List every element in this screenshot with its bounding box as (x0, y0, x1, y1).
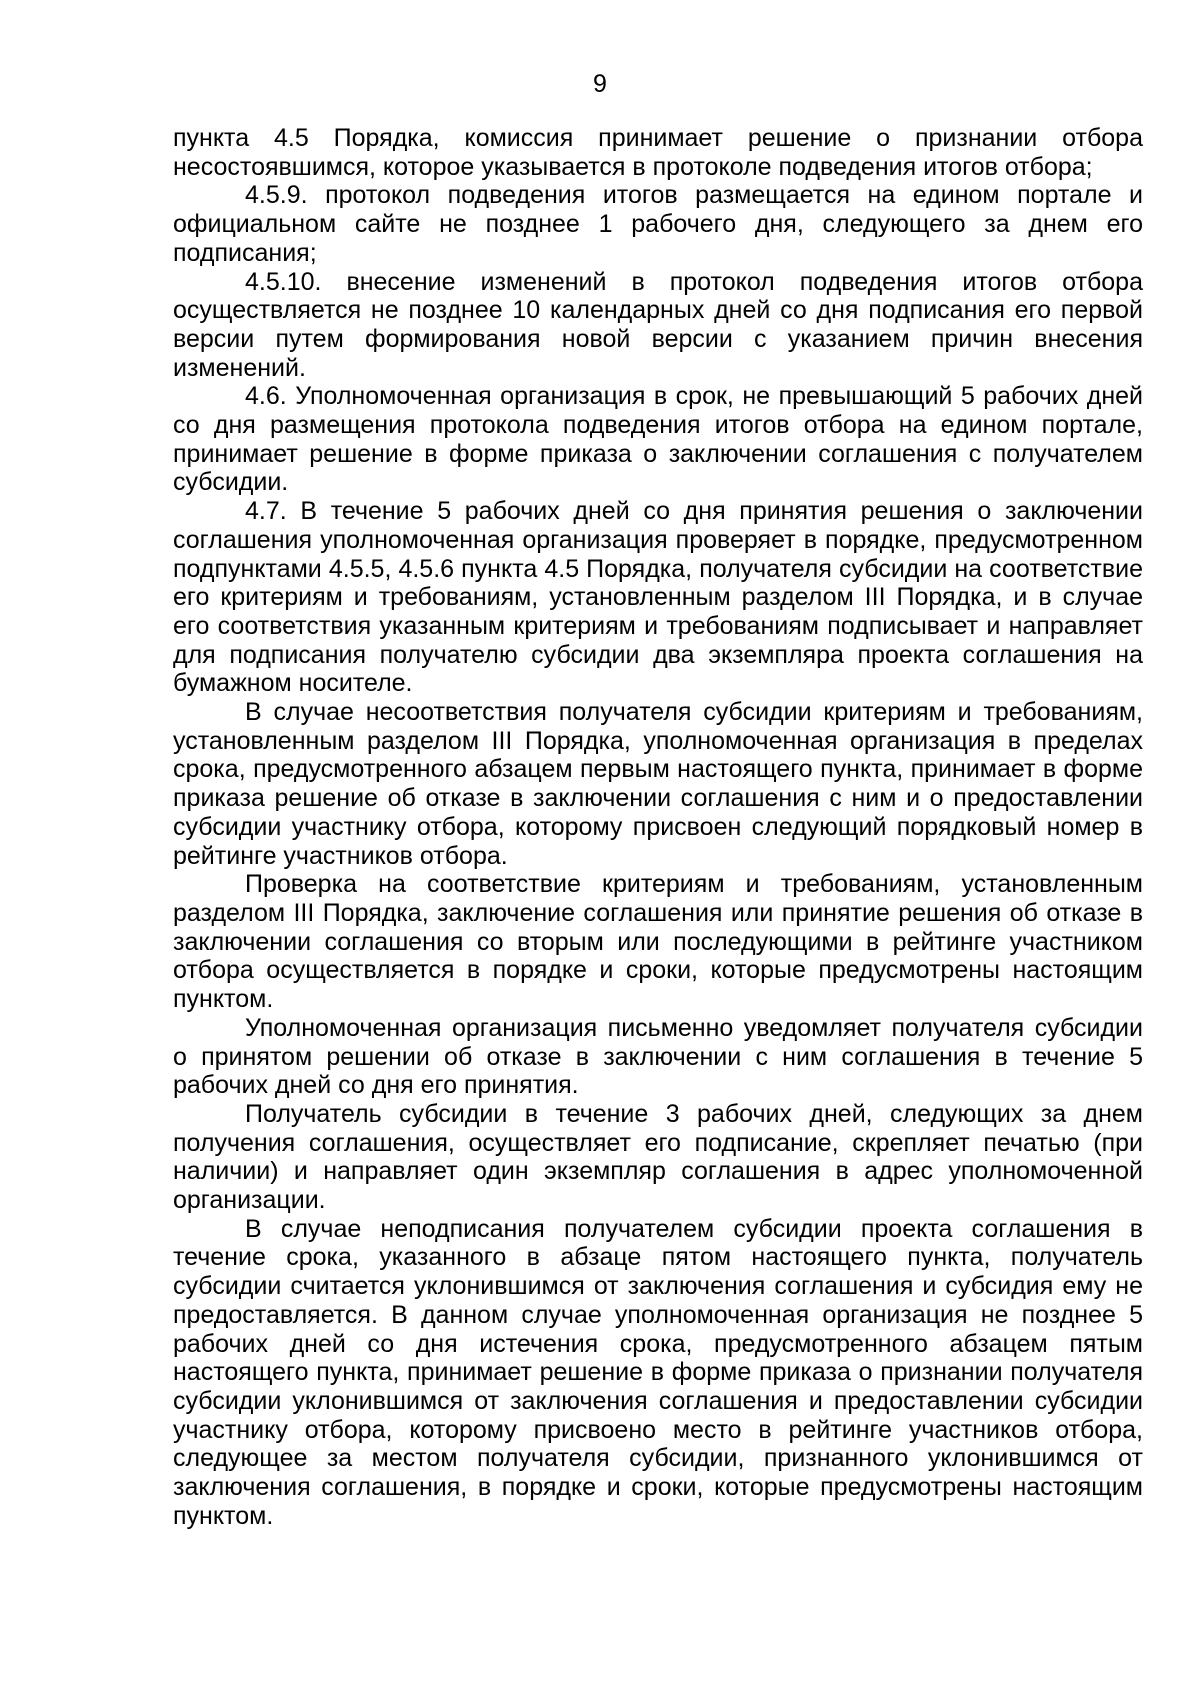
paragraph-4-7-notification: Уполномоченная организация письменно уведомляет получателя субсидии о принятом решении об отказе в заключении с ним соглашения в течение 5 рабочих дней со дня его принятия. (173, 1013, 1143, 1100)
paragraph-4-7: 4.7. В течение 5 рабочих дней со дня принятия решения о заключении соглашения уполномоченная организация проверяет в порядке, предусмотренном подпунктами 4.5.5, 4.5.6 пункта 4.5 Порядка, получателя субсидии на соответствие его критериям и требованиям, установленным разделом III Порядка, и в случае его соответствия указанным критериям и требованиям подписывает и направляет для подписания получателю субсидии два экземпляра проекта соглашения на бумажном носителе. (173, 497, 1143, 698)
paragraph-4-5-9: 4.5.9. протокол подведения итогов размещается на едином портале и официальном сайте не позднее 1 рабочего дня, следующего за днем его подписания; (173, 181, 1143, 267)
paragraph-4-7-verification: Проверка на соответствие критериям и требованиям, установленным разделом III Порядка, заключение соглашения или принятие решения об отказе в заключении соглашения со вторым или последующими в рейтинге участником отбора осуществляется в порядке и сроки, которые предусмотрены настоящим пунктом. (173, 870, 1143, 1014)
page-number: 9 (593, 70, 607, 98)
paragraph-4-7-evasion: В случае неподписания получателем субсидии проекта соглашения в течение срока, указанного в абзаце пятом настоящего пункта, получатель субсидии считается уклонившимся от заключения соглашения и субсидия ему не предоставляется. В данном случае уполномоченная организация не позднее 5 рабочих дней со дня истечения срока, предусмотренного абзацем пятым настоящего пункта, принимает решение в форме приказа о признании получателя субсидии уклонившимся от заключения соглашения и предоставлении субсидии участнику отбора, которому присвоено место в рейтинге участников отбора, следующее за местом получателя субсидии, признанного уклонившимся от заключения соглашения, в порядке и сроки, которые предусмотрены настоящим пунктом. (173, 1214, 1143, 1530)
paragraph-4-7-signing: Получатель субсидии в течение 3 рабочих дней, следующих за днем получения соглашения, осуществляет его подписание, скрепляет печатью (при наличии) и направляет один экземпляр соглашения в адрес уполномоченной организации. (173, 1099, 1143, 1215)
paragraph-continuation: пункта 4.5 Порядка, комиссия принимает решение о признании отбора несостоявшимся, которое указывается в протоколе подведения итогов отбора; (173, 124, 1143, 181)
paragraph-4-5-10: 4.5.10. внесение изменений в протокол подведения итогов отбора осуществляется не позднее 10 календарных дней со дня подписания его первой версии путем формирования новой версии с указанием причин внесения изменений. (173, 267, 1143, 382)
paragraph-4-7-refusal: В случае несоответствия получателя субсидии критериям и требованиям, установленным разделом III Порядка, уполномоченная организация в пределах срока, предусмотренного абзацем первым настоящего пункта, принимает в форме приказа решение об отказе в заключении соглашения с ним и о предоставлении субсидии участнику отбора, которому присвоен следующий порядковый номер в рейтинге участников отбора. (173, 698, 1143, 870)
paragraph-4-6: 4.6. Уполномоченная организация в срок, не превышающий 5 рабочих дней со дня размещения протокола подведения итогов отбора на едином портале, принимает решение в форме приказа о заключении соглашения с получателем субсидии. (173, 382, 1143, 497)
document-body (173, 124, 1143, 1530)
